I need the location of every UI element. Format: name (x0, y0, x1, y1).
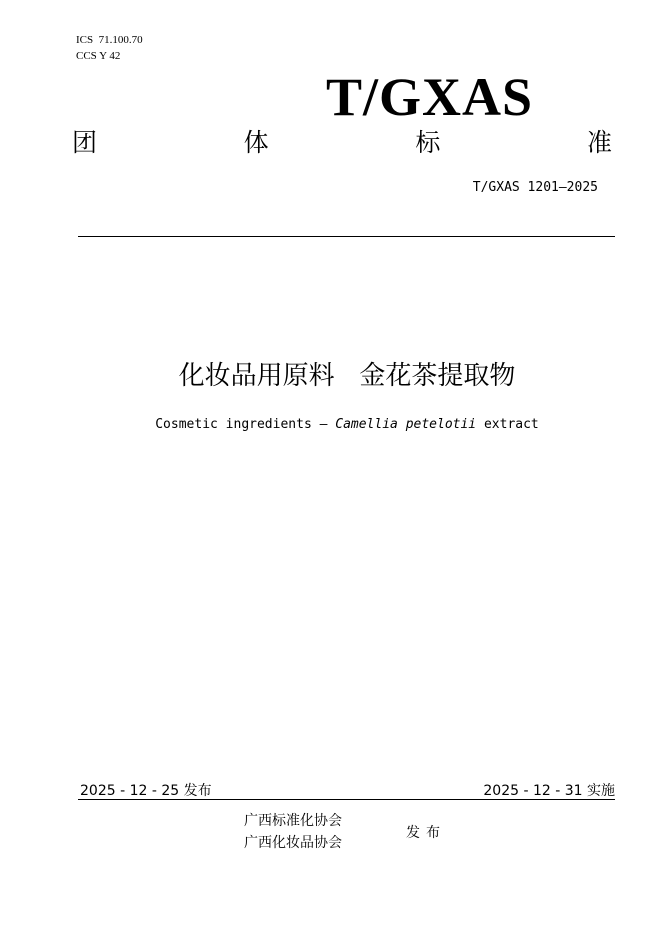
bottom-divider (78, 799, 615, 800)
classification-codes (76, 32, 143, 64)
standard-type-char: 准 (586, 128, 612, 157)
implementation-date: 2025 - 12 - 31 实施 (483, 783, 615, 799)
standard-type-char: 团 (72, 128, 98, 157)
standard-type-char: 体 (243, 128, 269, 157)
document-title-english (0, 417, 662, 432)
top-divider (78, 236, 615, 237)
ics-code: ICS 71.100.70 (76, 34, 143, 46)
document-title-chinese: 化妆品用原料 金花茶提取物 (178, 361, 516, 391)
standard-type-char: 标 (415, 128, 441, 157)
standard-logo: T/GXAS (326, 67, 534, 127)
publish-label: 发布 (406, 825, 446, 841)
organization-name: 广西标准化协会 (244, 813, 342, 829)
issuing-organizations (244, 810, 342, 854)
organization-name: 广西化妆品协会 (244, 835, 342, 851)
ccs-code: CCS Y 42 (76, 50, 121, 62)
title-english-prefix: Cosmetic ingredients — (155, 417, 336, 432)
standard-type-heading (72, 126, 612, 160)
standard-number: T/GXAS 1201—2025 (472, 180, 598, 195)
title-english-species: Camellia petelotii (335, 417, 477, 432)
release-date: 2025 - 12 - 25 发布 (80, 783, 212, 799)
title-english-suffix: extract (476, 417, 539, 432)
